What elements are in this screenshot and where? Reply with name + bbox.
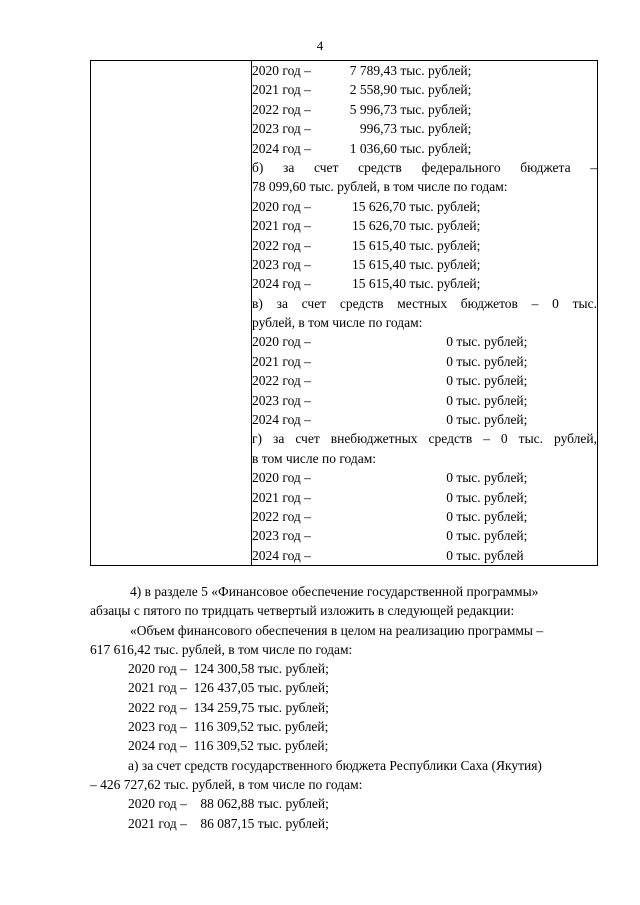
body-text-line: 2020 год – 88 062,88 тыс. рублей; xyxy=(128,796,329,812)
table-left-cell xyxy=(91,61,252,566)
table-text-line: б) за счет средств федерального бюджета – xyxy=(252,159,597,175)
year-label: 2024 год – xyxy=(252,547,311,563)
amount-value: 0 xyxy=(446,373,453,389)
body-text-line: «Объем финансового обеспечения в целом на реализацию программы – xyxy=(130,622,544,638)
amount-unit: тыс. рублей; xyxy=(405,256,481,272)
year-label: 2023 год – xyxy=(252,392,311,408)
amount-value: 15 615,40 xyxy=(351,256,406,272)
amount-value: 0 xyxy=(446,470,453,486)
amount-value: 0 xyxy=(446,547,453,563)
amount-value: 15 626,70 xyxy=(351,198,406,214)
year-label: 2021 год – xyxy=(252,82,311,98)
amount-unit: тыс. рублей; xyxy=(405,198,481,214)
amount-unit: тыс. рублей; xyxy=(396,140,472,156)
table-year-line xyxy=(252,255,597,274)
table-text-line: г) за счет внебюджетных средств – 0 тыс. рублей, xyxy=(252,431,597,447)
table-year-line xyxy=(252,119,597,138)
body-text-line: 2021 год – 86 087,15 тыс. рублей; xyxy=(128,815,329,831)
body-text-line: 617 616,42 тыс. рублей, в том числе по годам: xyxy=(90,641,353,657)
amount-value: 0 xyxy=(446,508,453,524)
table-text-line: в) за счет средств местных бюджетов – 0 тыс. xyxy=(252,295,597,311)
body-text-line: 2024 год – 116 309,52 тыс. рублей; xyxy=(128,738,329,754)
table-year-line xyxy=(252,80,597,99)
financing-table xyxy=(90,60,598,566)
table-year-line xyxy=(252,216,597,235)
year-label: 2020 год – xyxy=(252,470,311,486)
year-label: 2021 год – xyxy=(252,489,311,505)
amount-value: 15 615,40 xyxy=(351,237,406,253)
table-year-line xyxy=(252,100,597,119)
table-year-line xyxy=(252,410,597,429)
year-label: 2022 год – xyxy=(252,373,311,389)
amount-value: 996,73 xyxy=(359,121,397,137)
year-label: 2021 год – xyxy=(252,218,311,234)
amount-unit: тыс. рублей; xyxy=(452,353,528,369)
table-year-line xyxy=(252,371,597,390)
amount-unit: тыс. рублей; xyxy=(396,121,472,137)
body-text-line: 2021 год – 126 437,05 тыс. рублей; xyxy=(128,680,329,696)
amount-value: 0 xyxy=(446,412,453,428)
body-text-line: 2020 год – 124 300,58 тыс. рублей; xyxy=(128,661,329,677)
year-label: 2021 год – xyxy=(252,353,311,369)
table-year-line xyxy=(252,468,597,487)
table-year-line xyxy=(252,507,597,526)
year-label: 2024 год – xyxy=(252,412,311,428)
amount-value: 15 615,40 xyxy=(351,276,406,292)
amount-value: 1 036,60 xyxy=(349,140,397,156)
table-year-line xyxy=(252,488,597,507)
table-year-line xyxy=(252,332,597,351)
body-text-line: 4) в разделе 5 «Финансовое обеспечение государственной программы» xyxy=(130,584,539,599)
table-year-line xyxy=(252,61,597,80)
table-year-line xyxy=(252,546,597,565)
table-year-line xyxy=(252,236,597,255)
table-year-line xyxy=(252,526,597,545)
table-text-line: в том числе по годам: xyxy=(252,450,377,466)
year-label: 2020 год – xyxy=(252,198,311,214)
amount-unit: тыс. рублей; xyxy=(452,334,528,350)
amount-value: 0 xyxy=(446,489,453,505)
amount-value: 0 xyxy=(446,392,453,408)
table-year-line xyxy=(252,274,597,293)
amount-value: 5 996,73 xyxy=(349,101,397,117)
amount-unit: тыс. рублей; xyxy=(452,508,528,524)
year-label: 2022 год – xyxy=(252,237,311,253)
amount-value: 15 626,70 xyxy=(351,218,406,234)
table-year-line xyxy=(252,139,597,158)
table-year-line xyxy=(252,391,597,410)
table-text-line: рублей, в том числе по годам: xyxy=(252,315,423,331)
year-label: 2023 год – xyxy=(252,121,311,137)
amount-unit: тыс. рублей; xyxy=(405,276,481,292)
amount-value: 0 xyxy=(446,353,453,369)
amount-unit: тыс. рублей; xyxy=(452,412,528,428)
amount-unit: тыс. рублей; xyxy=(452,392,528,408)
year-label: 2024 год – xyxy=(252,140,311,156)
amount-unit: тыс. рублей; xyxy=(452,528,528,544)
amount-unit: тыс. рублей; xyxy=(405,218,481,234)
table-row xyxy=(91,61,598,566)
year-label: 2024 год – xyxy=(252,276,311,292)
document-body xyxy=(90,582,598,833)
year-label: 2020 год – xyxy=(252,334,311,350)
year-label: 2022 год – xyxy=(252,101,311,117)
amount-unit: тыс. рублей; xyxy=(396,82,472,98)
amount-value: 2 558,90 xyxy=(349,82,397,98)
amount-unit: тыс. рублей; xyxy=(396,63,472,78)
body-text-line: а) за счет средств государственного бюджета Республики Саха (Якутия) xyxy=(128,757,542,773)
amount-unit: тыс. рублей; xyxy=(452,470,528,486)
amount-value: 0 xyxy=(446,334,453,350)
amount-unit: тыс. рублей; xyxy=(452,373,528,389)
year-label: 2023 год – xyxy=(252,528,311,544)
body-text-line: 2023 год – 116 309,52 тыс. рублей; xyxy=(128,719,329,735)
amount-unit: тыс. рублей; xyxy=(405,237,481,253)
page-number: 4 xyxy=(316,38,324,53)
year-label: 2022 год – xyxy=(252,508,311,524)
year-label: 2023 год – xyxy=(252,256,311,272)
amount-value: 7 789,43 xyxy=(349,63,397,78)
body-text-line: – 426 727,62 тыс. рублей, в том числе по годам: xyxy=(90,776,363,792)
table-right-cell xyxy=(252,61,598,566)
year-label: 2020 год – xyxy=(252,63,311,78)
table-year-line xyxy=(252,352,597,371)
table-year-line xyxy=(252,197,597,216)
amount-value: 0 xyxy=(446,528,453,544)
amount-unit: тыс. рублей; xyxy=(396,101,472,117)
body-text-line: 2022 год – 134 259,75 тыс. рублей; xyxy=(128,699,329,715)
amount-unit: тыс. рублей; xyxy=(452,489,528,505)
table-text-line: 78 099,60 тыс. рублей, в том числе по годам: xyxy=(252,179,508,195)
body-text-line: абзацы с пятого по тридцать четвертый изложить в следующей редакции: xyxy=(90,603,515,619)
amount-unit: тыс. рублей xyxy=(452,547,524,563)
